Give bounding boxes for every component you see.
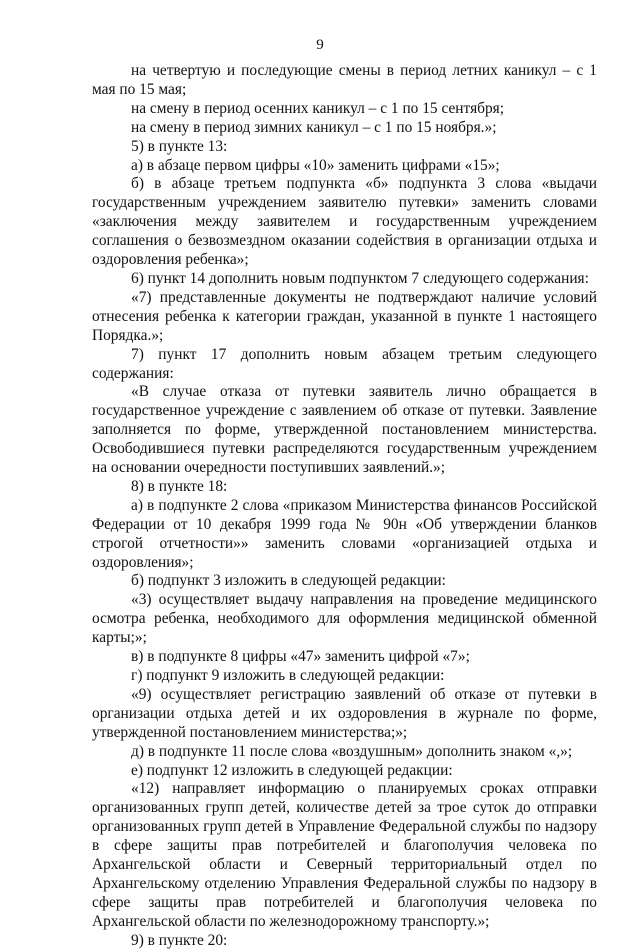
paragraph: а) в подпункте 2 слова «приказом Министерства финансов Российской Федерации от 10 декабря 1999 года № 90н «Об утверждении бланков строгой отчетности»» заменить словами «организацией отдыха и оздоровления»; [92, 496, 597, 571]
paragraph: е) подпункт 12 изложить в следующей редакции: [131, 761, 453, 779]
paragraph: на четвертую и последующие смены в период летних каникул – с 1 мая по 15 мая; [92, 62, 597, 98]
paragraph: 7) пункт 17 дополнить новым абзацем третьим следующего содержания: [92, 345, 597, 382]
paragraph: на смену в период зимних каникул – с 1 по 15 ноября.»; [131, 118, 497, 136]
paragraph: б) подпункт 3 изложить в следующей редакции: [131, 572, 446, 590]
paragraph: в) в подпункте 8 цифры «47» заменить цифрой «7»; [131, 648, 470, 666]
paragraph: «9) осуществляет регистрацию заявлений об отказе от путевки в организации отдыха детей и их оздоровления в журнале по форме, утвержденной постановлением министерства;»; [92, 685, 597, 741]
paragraph: 5) в пункте 13: [131, 137, 228, 155]
document-body [92, 62, 597, 951]
paragraph: г) подпункт 9 изложить в следующей редакции: [131, 667, 445, 684]
paragraph: «7) представленные документы не подтверждают наличие условий отнесения ребенка к категории граждан, указанной в пункте 1 настоящего Порядка.»; [92, 288, 597, 344]
paragraph: б) в абзаце третьем подпункта «б» подпункта 3 слова «выдачи государственным учреждением заявителю путевки» заменить словами «заключения между заявителем и государственным учреждением соглашения о безвозмездном оказании содействия в организации отдыха и оздоровления ребенка»; [92, 175, 597, 269]
paragraph: 9) в пункте 20: [131, 931, 228, 949]
paragraph: «3) осуществляет выдачу направления на проведение медицинского осмотра ребенка, необходимого для оформления медицинской обменной карты;»; [92, 591, 597, 647]
page-number: 9 [316, 37, 324, 53]
paragraph: 6) пункт 14 дополнить новым подпунктом 7 следующего содержания: [131, 269, 589, 287]
paragraph: а) в абзаце первом цифры «10» заменить цифрами «15»; [131, 156, 500, 174]
paragraph: «В случае отказа от путевки заявитель лично обращается в государственное учреждение с заявлением об отказе от путевки. Заявление заполняется по форме, утвержденной постановлением министерства. Освободившиеся путевки распределяются государственным учреждением на основании очередности поступивших заявлений.»; [92, 383, 597, 477]
paragraph: на смену в период осенних каникул – с 1 по 15 сентября; [131, 99, 505, 117]
paragraph: «12) направляет информацию о планируемых сроках отправки организованных групп детей, количестве детей за трое суток до отправки организованных групп детей в Управление Федеральной службы по надзору в сфере защиты прав потребителей и благополучия человека по Архангельской области и Северный территориальный отдел по Архангельскому отделению Управления Федеральной службы по надзору в сфере защиты прав потребителей и благополучия человека по Архангельской области по железнодорожному транспорту.»; [92, 780, 597, 930]
paragraph: д) в подпункте 11 после слова «воздушным» дополнить знаком «,»; [131, 742, 573, 760]
paragraph: 8) в пункте 18: [131, 477, 228, 495]
